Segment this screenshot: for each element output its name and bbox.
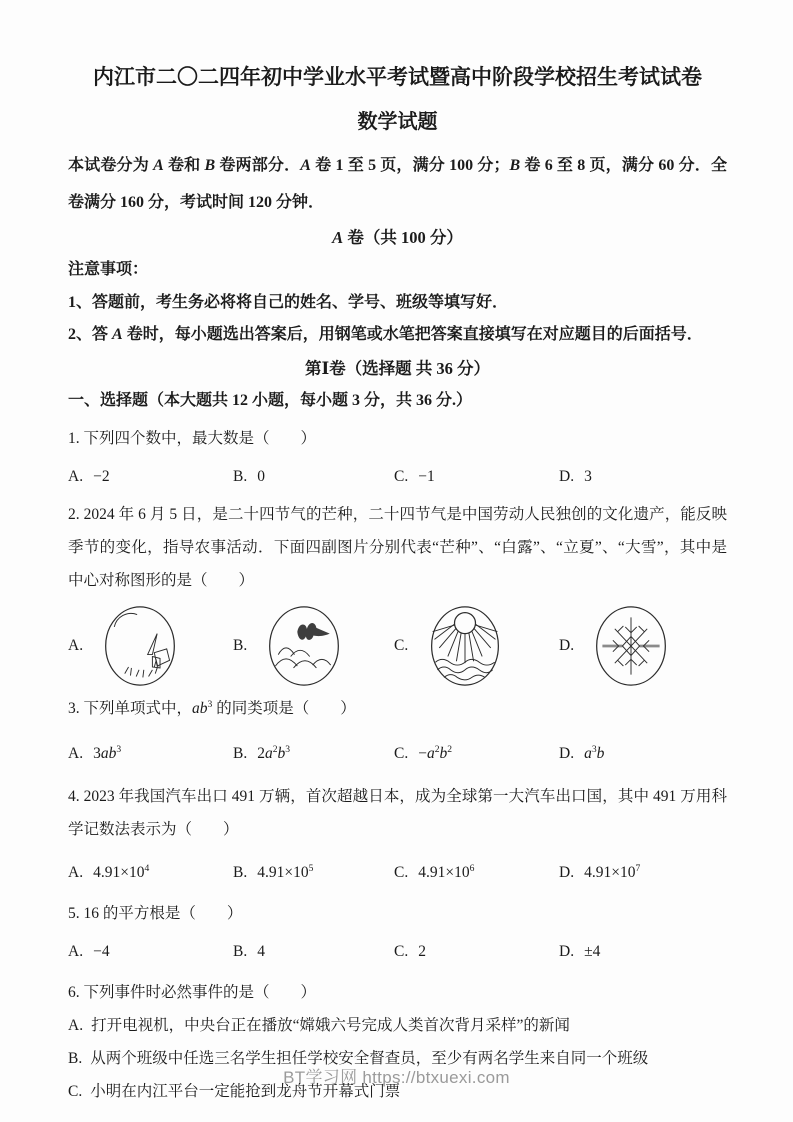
question-3-stem: 3. 下列单项式中，$ab^3$ 的同类项是（ ） xyxy=(68,698,356,717)
question-1-stem: 1. 下列四个数中，最大数是（ ） xyxy=(68,430,317,447)
q6-option-a: A. 打开电视机，中央台正在播放“嫦娥六号完成人类首次背月采样”的新闻 xyxy=(68,1017,570,1034)
question-5-stem: 5. 16 的平方根是（ ） xyxy=(68,905,243,922)
question-2-figures xyxy=(68,605,727,687)
q6-option-b: B. 从两个班级中任选三名学生担任学校安全督查员，至少有两名学生来自同一个班级 xyxy=(68,1050,649,1067)
watermark-footer: BT学习网 https://btxuexi.com xyxy=(283,1068,510,1087)
question-5-options xyxy=(68,935,727,968)
q6-option-c: C. 小明在内江平台一定能抢到龙舟节开幕式门票 xyxy=(68,1083,401,1100)
q2-option-d-label: D. xyxy=(559,637,575,654)
exam-intro-paragraph: 本试卷分为 A 卷和 B 卷两部分．A 卷 1 至 5 页，满分 100 分；B 卷 6 至 8 页，满分 60 分．全卷满分 160 分，考试时间 120 分钟． xyxy=(68,157,727,211)
question-4-options xyxy=(68,856,727,889)
q1-option-b: B. 0 xyxy=(233,468,265,485)
q1-option-a: A. −2 xyxy=(68,468,110,485)
q5-option-d: D. ±4 xyxy=(559,943,601,960)
multiple-choice-heading: 一、选择题（本大题共 12 小题，每小题 3 分，共 36 分.） xyxy=(68,391,473,409)
note-item-2: 2、答 A 卷时，每小题选出答案后，用钢笔或水笔把答案直接填写在对应题目的后面括号． xyxy=(68,326,703,343)
q1-option-c: C. −1 xyxy=(394,468,435,485)
q4-option-a: A. $4.91\times 10^4$ xyxy=(68,862,150,881)
q4-option-b: B. $4.91\times 10^5$ xyxy=(233,862,314,881)
bailu-bird-icon xyxy=(265,605,343,687)
q5-option-a: A. −4 xyxy=(68,943,110,960)
question-3-options xyxy=(68,737,727,770)
q5-option-b: B. 4 xyxy=(233,943,265,960)
q3-option-d: D. $a^3b$ xyxy=(559,743,605,762)
mangzhong-grain-icon xyxy=(101,605,179,687)
exam-title: 内江市二〇二四年初中学业水平考试暨高中阶段学校招生考试试卷 xyxy=(93,65,702,89)
q3-option-c: C. $-a^2b^2$ xyxy=(394,743,453,762)
q3-option-b: B. $2a^2b^3$ xyxy=(233,743,291,762)
q5-option-c: C. 2 xyxy=(394,943,426,960)
q1-option-d: D. 3 xyxy=(559,468,592,485)
q3-option-a: A. $3ab^3$ xyxy=(68,743,122,762)
part1-heading: 第Ⅰ卷（选择题 共 36 分） xyxy=(304,358,491,378)
notes-title: 注意事项： xyxy=(68,261,149,278)
daxue-snowflake-icon xyxy=(592,605,670,687)
q2-option-b: B. xyxy=(233,605,394,687)
q2-option-c: C. xyxy=(394,605,559,687)
q2-option-a: A. xyxy=(68,605,233,687)
question-1-options xyxy=(68,460,727,493)
q4-option-d: D. $4.91\times 10^7$ xyxy=(559,862,641,881)
lixia-sun-icon xyxy=(426,605,504,687)
exam-subtitle: 数学试题 xyxy=(357,111,438,133)
q4-option-c: C. $4.91\times 10^6$ xyxy=(394,862,475,881)
note-item-1: 1、答题前，考生务必将将自己的姓名、学号、班级等填写好． xyxy=(68,293,509,311)
question-4-stem: 4. 2023 年我国汽车出口 491 万辆，首次超越日本，成为全球第一大汽车出口国，其中 491 万用科学记数法表示为（ ） xyxy=(68,788,727,838)
question-6-stem: 6. 下列事件时必然事件的是（ ） xyxy=(68,984,317,1001)
q2-option-d xyxy=(559,605,727,687)
section-a-heading: A 卷（共 100 分） xyxy=(332,228,463,247)
question-2-stem: 2. 2024 年 6 月 5 日，是二十四节气的芒种，二十四节气是中国劳动人民独创的文化遗产，能反映季节的变化，指导农事活动．下面四副图片分别代表“芒种”、“白露”、“立夏”、“大雪”，其中是中心对称图形的是（ ） xyxy=(68,506,727,589)
